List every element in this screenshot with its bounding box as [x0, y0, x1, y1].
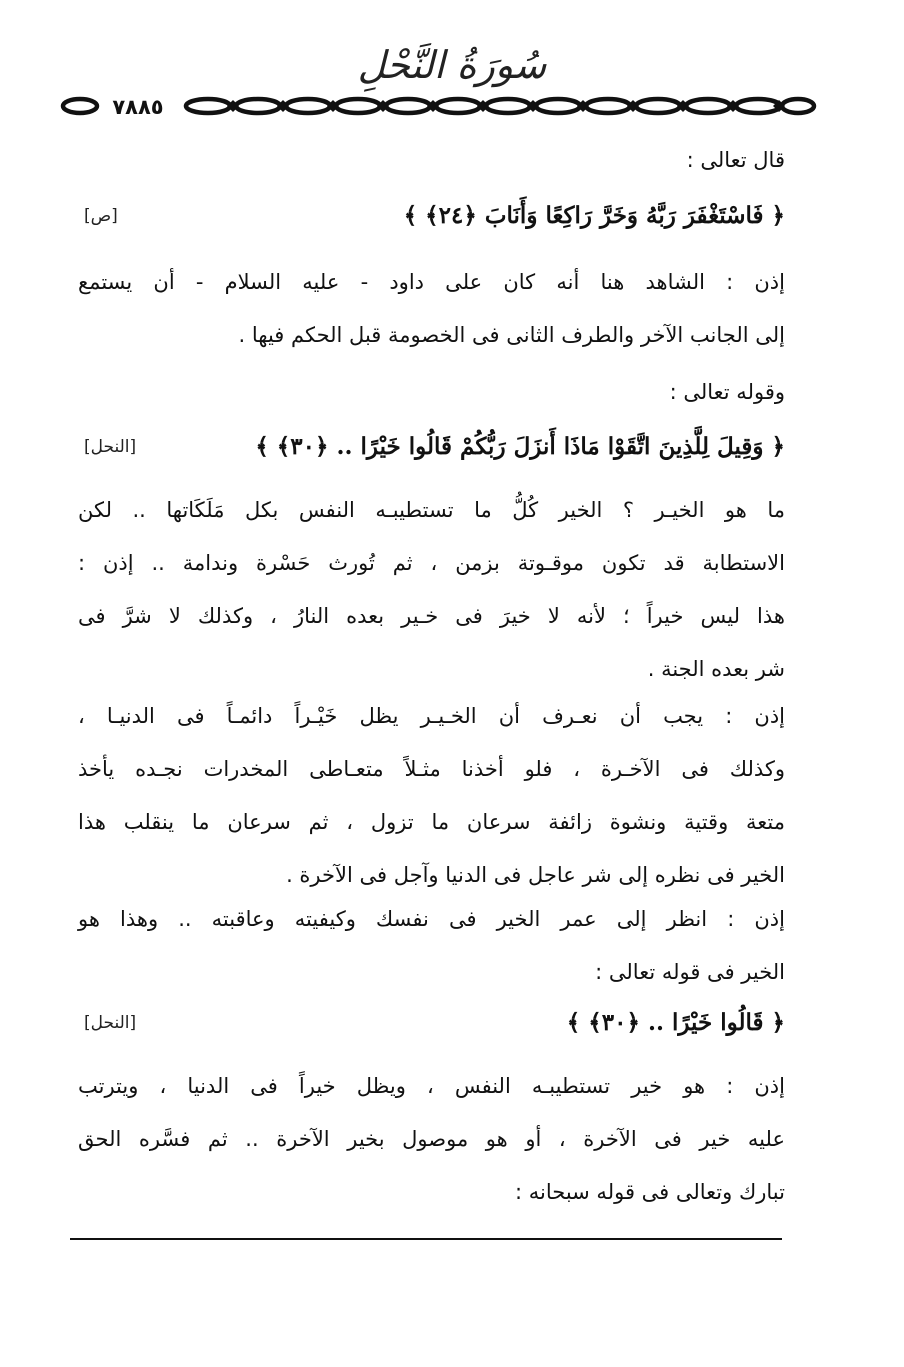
paragraph-2	[78, 484, 785, 696]
verse-reference: [النحل]	[84, 437, 137, 457]
text-line: الاستطابة قد تكون موقـوتة بزمن ، ثم تُورث حَسْرة وندامة .. إذن :	[78, 551, 785, 575]
intro-line-2	[78, 366, 785, 419]
verse-2	[78, 427, 785, 467]
text-line: إذن : الشاهد هنا أنه كان على داود - عليه السلام - أن يستمع	[78, 270, 785, 294]
text-line: هذا ليس خيراً ؛ لأنه لا خيرَ فى خـير بعده النارُ ، وكذلك لا شرَّ فى	[78, 604, 785, 628]
surah-title: سُورَةُ النَّحْلِ	[357, 43, 547, 87]
paragraph-3	[78, 690, 785, 902]
text-line: الخير فى قوله تعالى :	[595, 960, 785, 984]
paragraph-5	[78, 1060, 785, 1219]
text-line: إلى الجانب الآخر والطرف الثانى فى الخصومة قبل الحكم فيها .	[238, 323, 785, 347]
page-number: ٧٨٨٥	[102, 95, 174, 119]
text-line: عليه خير فى الآخرة ، أو هو موصول بخير الآخرة .. ثم فسَّره الحق	[78, 1127, 785, 1151]
text-line: تبارك وتعالى فى قوله سبحانه :	[515, 1180, 785, 1204]
text-line: إذن : هو خير تستطيبـه النفس ، ويظل خيراً فى الدنيا ، ويترتب	[78, 1074, 785, 1098]
verse-1	[78, 196, 785, 236]
text-line: الخير فى نظره إلى شر عاجل فى الدنيا وآجل فى الآخرة .	[286, 863, 785, 887]
verse-text: ﴿ وَقِيلَ لِلَّذِينَ اتَّقَوْا مَاذَا أَنزَلَ رَبُّكُمْ قَالُوا خَيْرًا .. ﴿٣٠﴾ ﴾	[255, 433, 785, 460]
verse-reference: [ص]	[84, 206, 118, 226]
text-line: متعة وقتية ونشوة زائفة سرعان ما تزول ، ثم سرعان ما ينقلب هذا	[78, 810, 785, 834]
text-line: إذن : انظر إلى عمر الخير فى نفسك وكيفيته وعاقبته .. وهذا هو	[78, 907, 785, 931]
paragraph-1	[78, 256, 785, 362]
text-line: شر بعده الجنة .	[647, 657, 785, 681]
paragraph-4	[78, 893, 785, 999]
verse-reference: [النحل]	[84, 1013, 137, 1033]
text-line: وكذلك فى الآخـرة ، فلو أخذنا مثـلاً متعـاطى المخدرات نجـده يأخذ	[78, 757, 785, 781]
footer-rule	[70, 1238, 782, 1240]
text-line: إذن : يجب أن نعـرف أن الخـيـر يظل خَيْـراً دائمـاً فى الدنيـا ،	[78, 704, 785, 728]
text-line: قال تعالى :	[686, 148, 785, 172]
verse-text: ﴿ قَالُوا خَيْرًا .. ﴿٣٠﴾ ﴾	[566, 1009, 785, 1036]
text-line: وقوله تعالى :	[669, 380, 785, 404]
verse-3	[78, 1003, 785, 1043]
intro-line-1	[78, 134, 785, 187]
verse-text: ﴿ فَاسْتَغْفَرَ رَبَّهُ وَخَرَّ رَاكِعًا وَأَنَابَ ﴿٢٤﴾ ﴾	[403, 202, 785, 229]
text-line: ما هو الخيـر ؟ الخير كُلُّ ما تستطيبـه النفس بكل مَلَكَاتها .. لكن	[78, 498, 785, 522]
